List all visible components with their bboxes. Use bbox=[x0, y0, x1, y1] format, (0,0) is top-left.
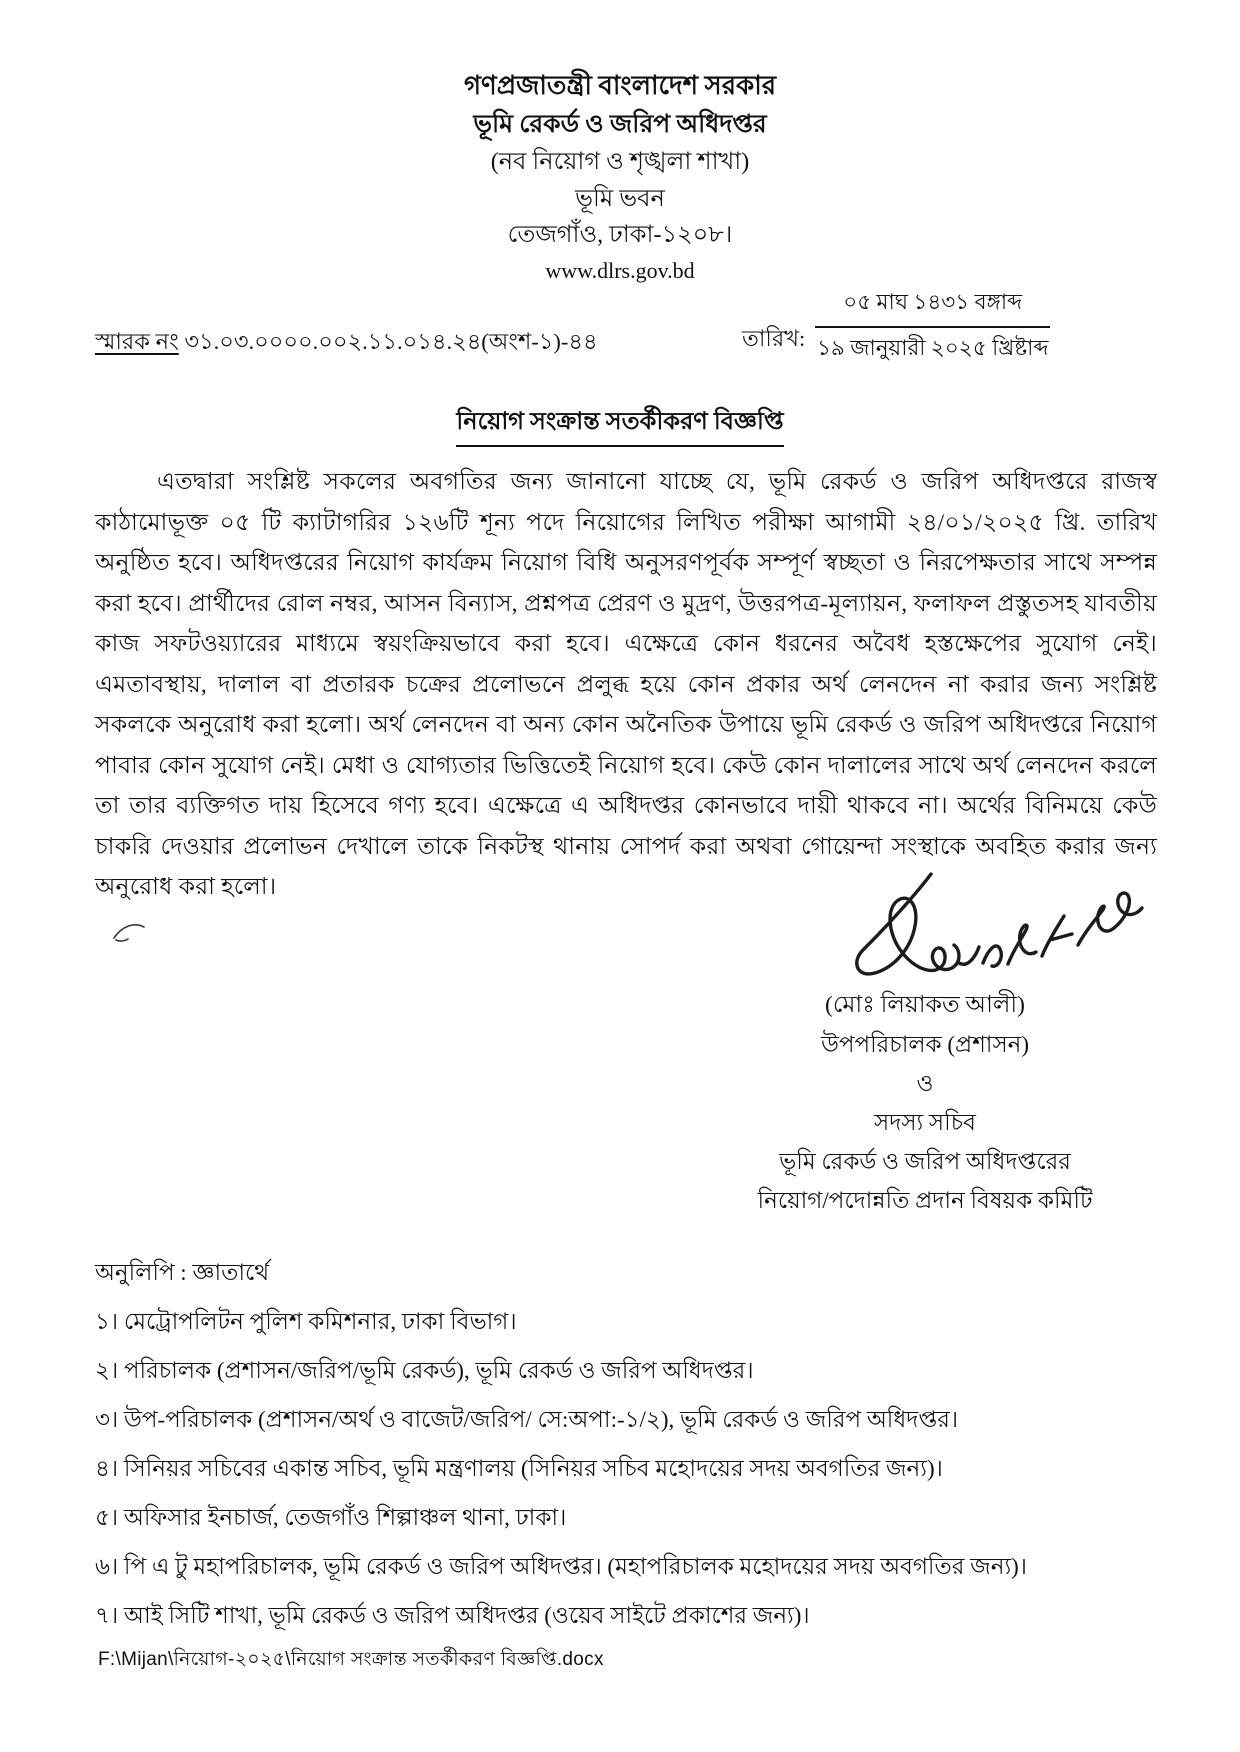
government-name: গণপ্রজাতন্ত্রী বাংলাদেশ সরকার bbox=[463, 71, 777, 100]
memo-number-value: ৩১.০৩.০০০০.০০২.১১.০১৪.২৪(অংশ-১)-৪৪ bbox=[178, 329, 598, 354]
signatory-organization: ভূমি রেকর্ড ও জরিপ অধিদপ্তরের bbox=[779, 1149, 1071, 1174]
notice-body-paragraph: এতদ্বারা সংশ্লিষ্ট সকলের অবগতির জন্য জানানো যাচ্ছে যে, ভূমি রেকর্ড ও জরিপ অধিদপ্তরে রাজস্ব কাঠামোভূক্ত ০৫ টি ক্যাটাগরির ১২৬টি শূন্য পদে নিয়োগের লিখিত পরীক্ষা আগামী ২৪/০১/২০২৫ খ্রি. তারিখ অনুষ্ঠিত হবে। অধিদপ্তরের নিয়োগ কার্যক্রম নিয়োগ বিধি অনুসরণপূর্বক সম্পূর্ণ স্বচ্ছতা ও নিরপেক্ষতার সাথে সম্পন্ন করা হবে। প্রার্থীদের রোল নম্বর, আসন বিন্যাস, প্রশ্নপত্র প্রেরণ ও মুদ্রণ, উত্তরপত্র-মূল্যায়ন, ফলাফল প্রস্তুতসহ যাবতীয় কাজ সফটওয়্যারের মাধ্যমে স্বয়ংক্রিয়ভাবে করা হবে। এক্ষেত্রে কোন ধরনের অবৈধ হস্তক্ষেপের সুযোগ নেই। এমতাবস্থায়, দালাল বা প্রতারক চক্রের প্রলোভনে প্রলুব্ধ হয়ে কোন প্রকার অর্থ লেনদেন না করার জন্য সংশ্লিষ্ট সকলকে অনুরোধ করা হলো। অর্থ লেনদেন বা অন্য কোন অনৈতিক উপায়ে ভূমি রেকর্ড ও জরিপ অধিদপ্তরে নিয়োগ পাবার কোন সুযোগ নেই। মেধা ও যোগ্যতার ভিত্তিতেই নিয়োগ হবে। কেউ কোন দালালের সাথে অর্থ লেনদেন করলে তা তার ব্যক্তিগত দায় হিসেবে গণ্য হবে। এক্ষেত্রে এ অধিদপ্তর কোনভাবে দায়ী থাকবে না। অর্থের বিনিময়ে কেউ চাকরি দেওয়ার প্রলোভন দেখালে তাকে নিকটস্থ থানায় সোপর্দ করা অথবা গোয়েন্দা সংস্থাকে অবহিত করার জন্য অনুরোধ করা হলো। bbox=[95, 469, 1157, 900]
date-block bbox=[742, 286, 1050, 368]
date-bangla: ০৫ মাঘ ১৪৩১ বঙ্গাব্দ bbox=[843, 290, 1023, 314]
copy-item: ৩। উপ-পরিচালক (প্রশাসন/অর্থ ও বাজেট/জরিপ/ সে:অপা:-১/২), ভূমি রেকর্ড ও জরিপ অধিদপ্তর। bbox=[95, 1407, 959, 1432]
branch-name: (নব নিয়োগ ও শৃঙ্খলা শাখা) bbox=[490, 149, 750, 175]
copy-item: ১। মেট্রোপলিটন পুলিশ কমিশনার, ঢাকা বিভাগ। bbox=[95, 1309, 517, 1334]
copy-item: ৫। অফিসার ইনচার্জ, তেজগাঁও শিল্পাঞ্চল থানা, ঢাকা। bbox=[95, 1505, 567, 1530]
date-fraction bbox=[815, 286, 1050, 368]
notice-title-row bbox=[0, 403, 1240, 447]
notice-title: নিয়োগ সংক্রান্ত সতর্কীকরণ বিজ্ঞপ্তি bbox=[456, 403, 783, 447]
signatory-designation: উপপরিচালক (প্রশাসন) bbox=[820, 1032, 1030, 1057]
signatory-name: (মোঃ লিয়াকত আলী) bbox=[825, 992, 1025, 1018]
website-url: www.dlrs.gov.bd bbox=[545, 258, 695, 283]
stray-pen-mark bbox=[110, 918, 150, 953]
handwritten-signature bbox=[845, 868, 1145, 998]
memo-number-label: স্মারক নং bbox=[95, 329, 179, 354]
copies-section bbox=[95, 1248, 1173, 1640]
office-address: তেজগাঁও, ঢাকা-১২০৮। bbox=[507, 222, 733, 248]
signatory-conjunction: ও bbox=[916, 1071, 934, 1096]
signatory-block bbox=[645, 986, 1205, 1220]
building-name: ভূমি ভবন bbox=[575, 186, 665, 212]
memo-number-line bbox=[95, 324, 598, 362]
copy-item: ২। পরিচালক (প্রশাসন/জরিপ/ভূমি রেকর্ড), ভূমি রেকর্ড ও জরিপ অধিদপ্তর। bbox=[95, 1358, 754, 1383]
document-file-path: F:\Mijan\নিয়োগ-২০২৫\নিয়োগ সংক্রান্ত সতর্কীকরণ বিজ্ঞপ্তি.docx bbox=[98, 1649, 604, 1670]
signatory-role: সদস্য সচিব bbox=[874, 1110, 976, 1135]
copy-item: ৬। পি এ টু মহাপরিচালক, ভূমি রেকর্ড ও জরিপ অধিদপ্তর। (মহাপরিচালক মহোদয়ের সদয় অবগতির জন্য)। bbox=[95, 1554, 1028, 1579]
signatory-committee: নিয়োগ/পদোন্নতি প্রদান বিষয়ক কমিটি bbox=[757, 1188, 1093, 1213]
letterhead bbox=[0, 66, 1240, 289]
copy-item: ৪। সিনিয়র সচিবের একান্ত সচিব, ভূমি মন্ত্রণালয় (সিনিয়র সচিব মহোদয়ের সদয় অবগতির জন্য)। bbox=[95, 1456, 943, 1481]
department-name: ভূমি রেকর্ড ও জরিপ অধিদপ্তর bbox=[473, 111, 767, 138]
copy-item: ৭। আই সিটি শাখা, ভূমি রেকর্ড ও জরিপ অধিদপ্তর (ওয়েব সাইটে প্রকাশের জন্য)। bbox=[95, 1603, 810, 1628]
date-label: তারিখ: bbox=[742, 326, 806, 351]
date-gregorian: ১৯ জানুয়ারী ২০২৫ খ্রিষ্টাব্দ bbox=[816, 336, 1049, 360]
copies-label: অনুলিপি : জ্ঞাতার্থে bbox=[95, 1260, 270, 1285]
